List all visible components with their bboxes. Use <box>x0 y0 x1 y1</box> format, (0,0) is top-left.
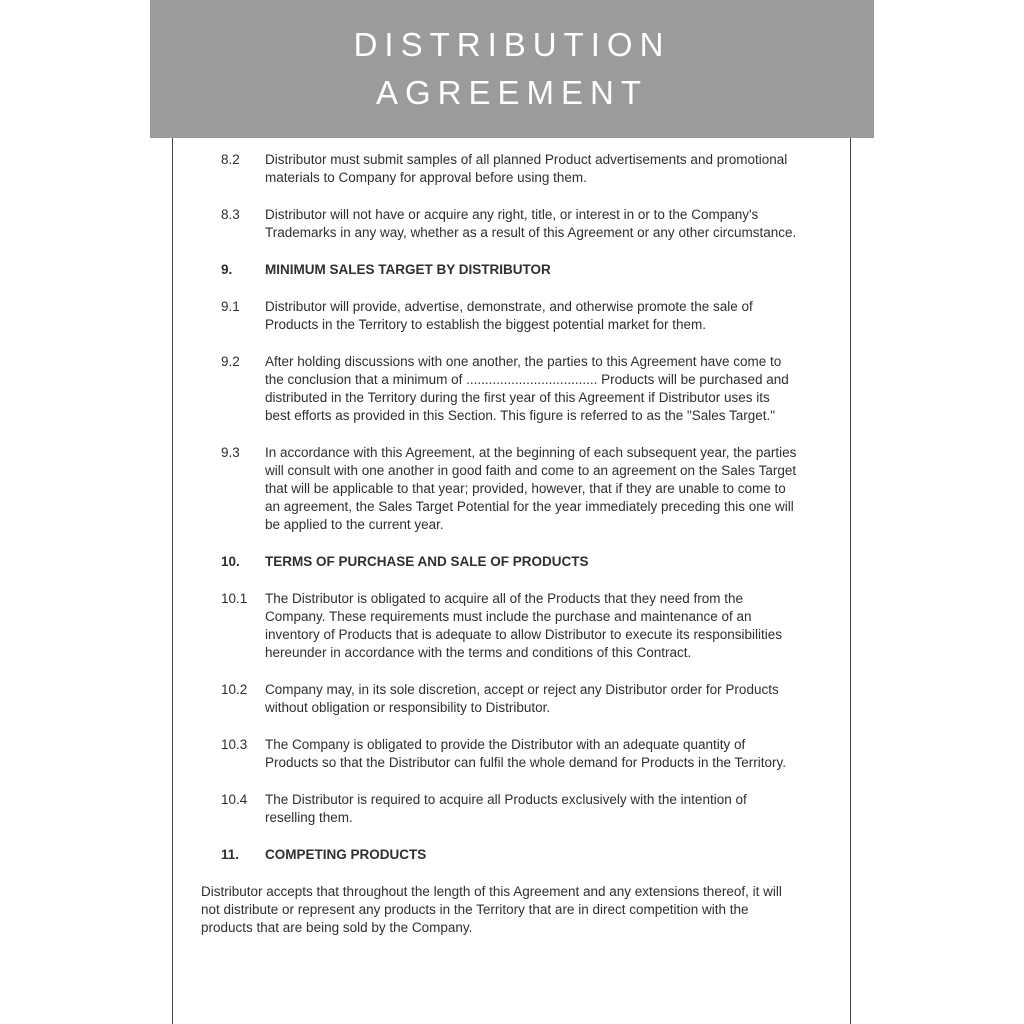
body-paragraph <box>201 883 798 937</box>
clause-item <box>221 298 798 334</box>
section-number: 10. <box>221 554 240 569</box>
clause-number: 10.1 <box>221 591 248 606</box>
clause-text: Distributor must submit samples of all planned Product advertisements and promotional materials to Company for approval before using them. <box>265 152 788 185</box>
section-title: MINIMUM SALES TARGET BY DISTRIBUTOR <box>265 262 551 277</box>
clause-item <box>221 151 798 187</box>
clause-item <box>221 681 798 717</box>
clause-text: After holding discussions with one another, the parties to this Agreement have come to the conclusion that a minimum of ................................... Products will be purchased and distributed in the Territory during the first year of this Agreement if Distributor uses its best efforts as provided in this Section. This figure is referred to as the "Sales Target." <box>265 354 789 423</box>
clause-item <box>221 736 798 772</box>
document-page <box>172 0 851 1024</box>
section-heading <box>221 261 798 279</box>
clause-number: 8.3 <box>221 207 240 222</box>
clause-text: Distributor will not have or acquire any right, title, or interest in or to the Company's Trademarks in any way, whether as a result of this Agreement or any other circumstance. <box>265 207 797 240</box>
section-heading <box>221 553 798 571</box>
clause-number: 10.3 <box>221 737 248 752</box>
document-body <box>173 138 850 956</box>
clause-number: 9.1 <box>221 299 240 314</box>
clause-number: 10.4 <box>221 792 248 807</box>
clause-text: The Distributor is obligated to acquire all of the Products that they need from the Company. These requirements must include the purchase and maintenance of an inventory of Products that is adequate to allow Distributor to execute its responsibilities hereunder in accordance with the terms and conditions of this Contract. <box>265 591 783 660</box>
clause-number: 9.3 <box>221 445 240 460</box>
section-number: 11. <box>221 847 240 862</box>
clause-text: The Company is obligated to provide the Distributor with an adequate quantity of Products so that the Distributor can fulfil the whole demand for Products in the Territory. <box>265 737 787 770</box>
clause-text: The Distributor is required to acquire all Products exclusively with the intention of reselling them. <box>265 792 747 825</box>
document-title-line1: DISTRIBUTION <box>353 26 671 63</box>
clause-number: 8.2 <box>221 152 240 167</box>
clause-item <box>221 206 798 242</box>
clause-text: Company may, in its sole discretion, accept or reject any Distributor order for Products without obligation or responsibility to Distributor. <box>265 682 779 715</box>
section-title: TERMS OF PURCHASE AND SALE OF PRODUCTS <box>265 554 589 569</box>
clause-text: Distributor will provide, advertise, demonstrate, and otherwise promote the sale of Products in the Territory to establish the biggest potential market for them. <box>265 299 753 332</box>
clause-item <box>221 791 798 827</box>
clause-text: In accordance with this Agreement, at the beginning of each subsequent year, the parties will consult with one another in good faith and come to an agreement on the Sales Target that will be applicable to that year; provided, however, that if they are unable to come to an agreement, the Sales Target Potential for the year immediately preceding this one will be applied to the current year. <box>265 445 797 532</box>
paragraph-text: Distributor accepts that throughout the length of this Agreement and any extensions thereof, it will not distribute or represent any products in the Territory that are in direct competition with the products that are being sold by the Company. <box>201 884 782 935</box>
document-title-line2: AGREEMENT <box>375 74 649 111</box>
clause-number: 9.2 <box>221 354 240 369</box>
clause-item <box>221 444 798 534</box>
clause-number: 10.2 <box>221 682 248 697</box>
section-number: 9. <box>221 262 233 277</box>
document-header <box>150 0 874 138</box>
section-heading <box>221 846 798 864</box>
clause-item <box>221 353 798 425</box>
section-title: COMPETING PRODUCTS <box>265 847 427 862</box>
clause-item <box>221 590 798 662</box>
